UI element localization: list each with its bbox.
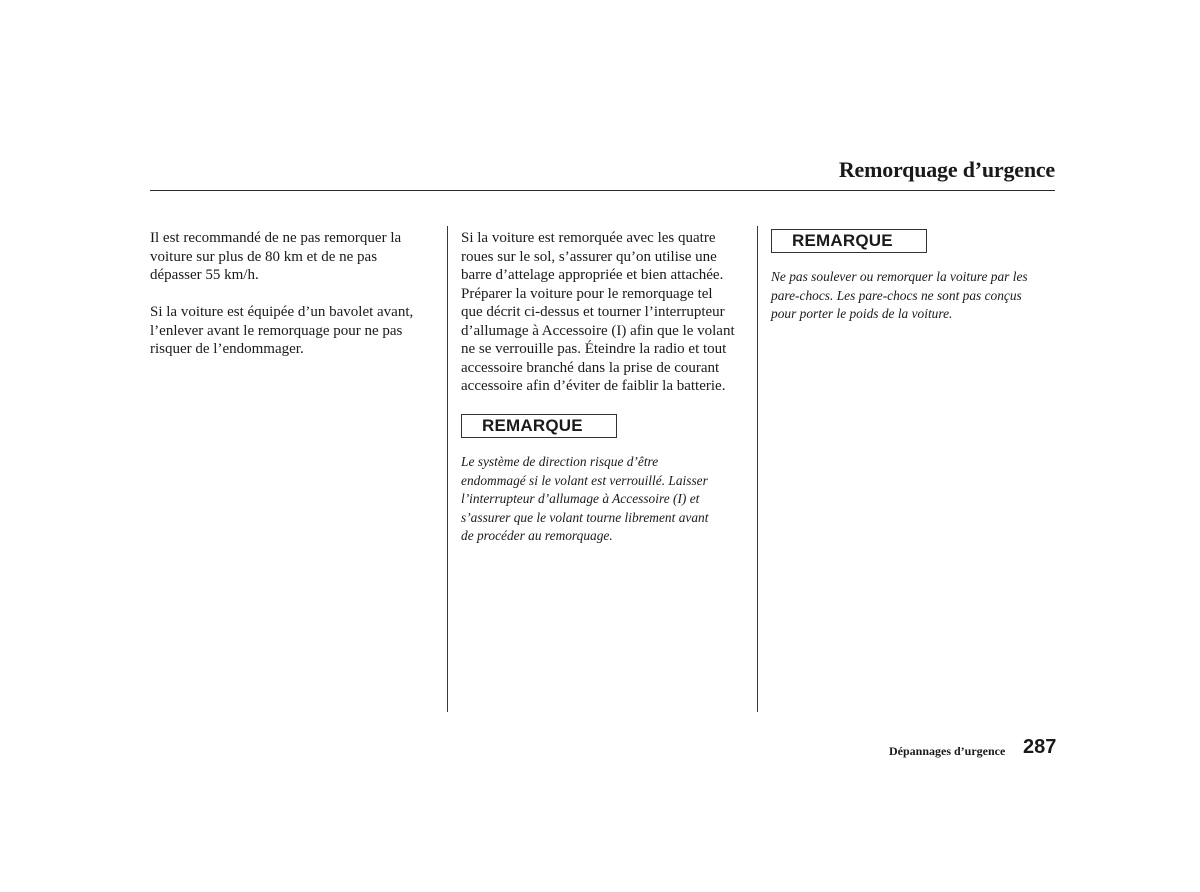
column-2 <box>461 229 746 396</box>
col2-line: Préparer la voiture pour le remorquage tel <box>461 285 713 302</box>
notice-line: s’assurer que le volant tourne librement avant <box>461 509 709 525</box>
notice-line: pare-chocs. Les pare-chocs ne sont pas conçus <box>771 287 1022 303</box>
page-title: Remorquage d’urgence <box>838 157 1055 182</box>
col2-line: d’allumage à Accessoire (I) afin que le volant <box>461 322 735 339</box>
col2-line: Si la voiture est remorquée avec les quatre <box>461 230 716 246</box>
notice-text <box>461 453 708 546</box>
notice-line: endommagé si le volant est verrouillé. Laisser <box>461 472 708 488</box>
col2-line: accessoire afin d’éviter de faiblir la batterie. <box>461 378 726 394</box>
col1-line: dépasser 55 km/h. <box>150 267 259 283</box>
col1-line: Il est recommandé de ne pas remorquer la <box>150 230 402 246</box>
notice-line: l’interrupteur d’allumage à Accessoire (I) et <box>461 491 700 506</box>
col2-line: barre d’attelage appropriée et bien attachée. <box>461 267 724 283</box>
notice-label: REMARQUE <box>461 414 617 438</box>
column-divider <box>757 226 758 712</box>
col1-line: voiture sur plus de 80 km et de ne pas <box>150 248 378 265</box>
notice-line: Le système de direction risque d’être <box>461 454 659 469</box>
footer-section-label: Dépannages d’urgence <box>889 744 1006 758</box>
col1-line: l’enlever avant le remorquage pour ne pas <box>150 322 403 339</box>
notice-line: pour porter le poids de la voiture. <box>771 306 953 321</box>
column-divider <box>447 226 448 712</box>
col2-line: ne se verrouille pas. Éteindre la radio et tout <box>461 341 727 357</box>
notice-text <box>771 268 1028 324</box>
page-number: 287 <box>1023 736 1057 758</box>
column-1 <box>150 229 435 359</box>
col1-line: Si la voiture est équipée d’un bavolet avant, <box>150 304 414 320</box>
col1-line: risquer de l’endommager. <box>150 341 304 357</box>
notice-line: Ne pas soulever ou remorquer la voiture par les <box>771 269 1028 284</box>
header-rule <box>150 190 1055 191</box>
col2-line: que décrit ci-dessus et tourner l’interrupteur <box>461 304 725 320</box>
notice-line: de procéder au remorquage. <box>461 528 613 543</box>
col2-line: accessoire branché dans la prise de courant <box>461 359 720 376</box>
notice-label: REMARQUE <box>771 229 927 253</box>
col2-line: roues sur le sol, s’assurer qu’on utilise une <box>461 248 717 265</box>
